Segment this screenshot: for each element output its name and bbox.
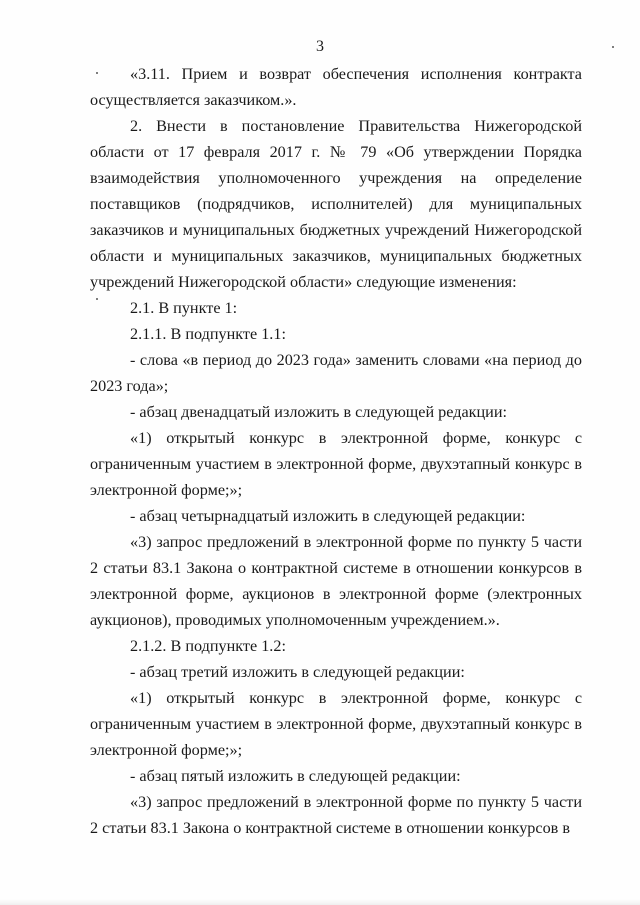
scan-speck [612,46,614,48]
paragraph-quote-1-first: «1) открытый конкурс в электронной форме, конкурс с ограниченным участием в электронной форме, двухэтапный конкурс в электронной форме;»; [90,429,582,499]
scan-speck [96,298,98,300]
paragraph-item-2: 2. Внести в постановление Правительства Нижегородской области от 17 февраля 2017 г. № 79 «Об утверждении Порядка взаимодействия уполномоченного учреждения на определение поставщиков (подрядчиков, исполнителей) для муниципальных заказчиков и муниципальных бюджетных учреждений Нижегородской области и муниципальных заказчиков, муниципальных бюджетных учреждений Нижегородской области» следующие изменения: [90,117,582,291]
paragraph-clause-3-11: «3.11. Прием и возврат обеспечения исполнения контракта осуществляется заказчиком.». [90,65,582,109]
paragraph-item-2-1-2: 2.1.2. В подпункте 1.2: [130,637,286,655]
paragraph-abzac-3: - абзац третий изложить в следующей редакции: [130,663,465,681]
paragraph-abzac-5: - абзац пятый изложить в следующей редакции: [130,767,461,785]
page-number: 3 [316,38,324,55]
paragraph-replace-words: - слова «в период до 2023 года» заменить словами «на период до 2023 года»; [90,351,582,395]
paragraph-item-2-1: 2.1. В пункте 1: [130,299,238,317]
paragraph-abzac-12: - абзац двенадцатый изложить в следующей редакции: [130,403,508,421]
paragraph-abzac-14: - абзац четырнадцатый изложить в следующей редакции: [130,507,526,525]
paragraph-item-2-1-1: 2.1.1. В подпункте 1.1: [130,325,286,343]
scan-speck [96,72,98,74]
paragraph-quote-1-second: «1) открытый конкурс в электронной форме, конкурс с ограниченным участием в электронной форме, двухэтапный конкурс в электронной форме;»; [90,689,582,759]
scan-edge [0,899,640,905]
paragraph-quote-3-first: «3) запрос предложений в электронной форме по пункту 5 части 2 статьи 83.1 Закона о контрактной системе в отношении конкурсов в электронной форме, аукционов в электронной форме (электронных аукционов), проводимых уполномоченным учреждением.». [90,533,582,629]
document-body [90,61,582,841]
paragraph-quote-3-second: «3) запрос предложений в электронной форме по пункту 5 части 2 статьи 83.1 Закона о контрактной системе в отношении конкурсов в [90,793,582,837]
